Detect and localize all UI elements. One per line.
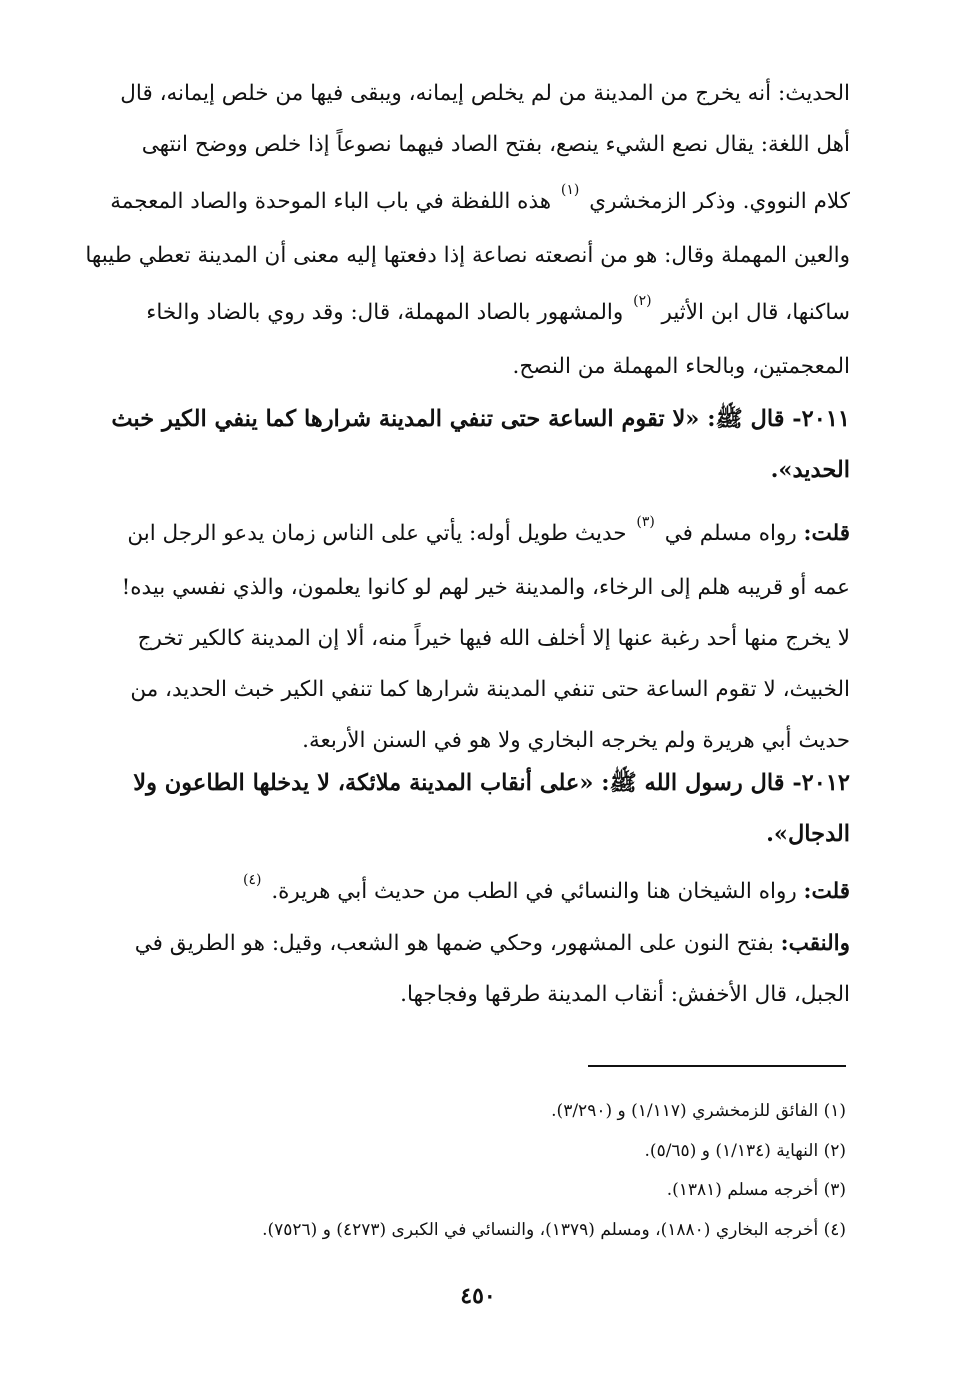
footnote-1: (١) الفائق للزمخشري (١/١١٧) و (٣/٢٩٠). xyxy=(551,1101,846,1121)
text-segment: حديث طويل أوله: يأتي على الناس زمان يدعو الرجل ابن xyxy=(127,521,627,546)
text-segment: كلام النووي. وذكر الزمخشري xyxy=(589,189,850,214)
footnote-2: (٢) النهاية (١/١٣٤) و (٥/٦٥). xyxy=(644,1140,846,1161)
text-segment: رواه مسلم في xyxy=(664,521,797,546)
hadith-line: ٢٠١١- قال ﷺ: «لا تقوم الساعة حتى تنفي المدينة شرارها كما ينفي الكير خبث xyxy=(111,406,850,432)
text-line: لا يخرج منها أحد رغبة عنها إلا أخلف الله فيها خيراً منه، ألا إن المدينة كالكير تخرج xyxy=(137,626,850,651)
footnotes xyxy=(70,1092,846,1250)
text-line: والعين المهملة وقال: هو من أنصعته نصاعة إذا دفعتها إليه معنى أن المدينة تعطي طيبها xyxy=(85,243,850,268)
footnote-4: (٤) أخرجه البخاري (١٨٨٠)، ومسلم (١٣٧٩)، والنسائي في الكبرى (٤٢٧٣) و (٧٥٢٦). xyxy=(262,1219,846,1240)
text-line: أهل اللغة: يقال نصع الشيء ينصع، بفتح الصاد فيهما نصوعاً إذا خلص ووضح انتهى xyxy=(141,132,850,157)
text-segment: بفتح النون على المشهور، وحكي ضمها هو الشعب، وقيل: هو الطريق في xyxy=(134,931,774,956)
text-line: الخبيث، لا تقوم الساعة حتى تنفي المدينة شرارها كما تنفي الكير خبث الحديد، من xyxy=(130,677,850,702)
text-segment: ساكنها، قال ابن الأثير xyxy=(661,300,850,325)
text-line: الجبل، قال الأخفش: أنقاب المدينة طرقها وفجاجها. xyxy=(400,982,850,1007)
hadith-line: الحديد». xyxy=(770,457,850,483)
text-segment: رواه الشيخان هنا والنسائي في الطب من حديث أبي هريرة. xyxy=(271,879,797,904)
text-line xyxy=(70,918,850,969)
text-line: المعجمتين، وبالحاء المهملة من النصح. xyxy=(512,354,850,379)
hadith-line: الدجال». xyxy=(766,821,850,847)
text-segment: والمشهور بالصاد المهملة، قال: وقد روي بالضاد والخاء xyxy=(146,300,624,325)
hadith-2011 xyxy=(70,394,850,496)
text-line xyxy=(70,866,850,920)
text-line: عمه أو قريبه هلم إلى الرخاء، والمدينة خير لهم لو كانوا يعلمون، والذي نفسي بيده! xyxy=(121,575,850,600)
text-line xyxy=(70,508,850,562)
commentary-paragraph xyxy=(70,68,850,392)
footnote-3: (٣) أخرجه مسلم (١٣٨١). xyxy=(666,1180,846,1200)
qultu-label: قلت: xyxy=(803,879,850,904)
text-segment: هذه اللفظة في باب الباء الموحدة والصاد المعجمة xyxy=(110,189,552,214)
text-line xyxy=(70,176,850,230)
footnote-reference-3[interactable]: (٣) xyxy=(636,514,655,530)
footnote-reference-1[interactable]: (١) xyxy=(560,182,580,198)
footnote-separator xyxy=(588,1065,846,1067)
qultu-paragraph-1 xyxy=(70,508,850,766)
footnote-reference-4[interactable]: (٤) xyxy=(243,872,262,888)
qultu-paragraph-2 xyxy=(70,866,850,920)
footnote-reference-2[interactable]: (٢) xyxy=(633,293,652,309)
text-line xyxy=(70,287,850,341)
page-number: ٤٥٠ xyxy=(460,1283,496,1309)
hadith-line: ٢٠١٢- قال رسول الله ﷺ: «على أنقاب المدينة ملائكة، لا يدخلها الطاعون ولا xyxy=(133,770,850,796)
text-line: الحديث: أنه يخرج من المدينة من لم يخلص إيمانه، ويبقى فيها من خلص إيمانه، قال xyxy=(120,81,850,106)
naqb-label: والنقب: xyxy=(780,931,850,956)
qultu-label: قلت: xyxy=(803,521,850,546)
text-line: حديث أبي هريرة ولم يخرجه البخاري ولا هو في السنن الأربعة. xyxy=(302,728,850,753)
hadith-2012 xyxy=(70,758,850,860)
naqb-paragraph xyxy=(70,918,850,1020)
